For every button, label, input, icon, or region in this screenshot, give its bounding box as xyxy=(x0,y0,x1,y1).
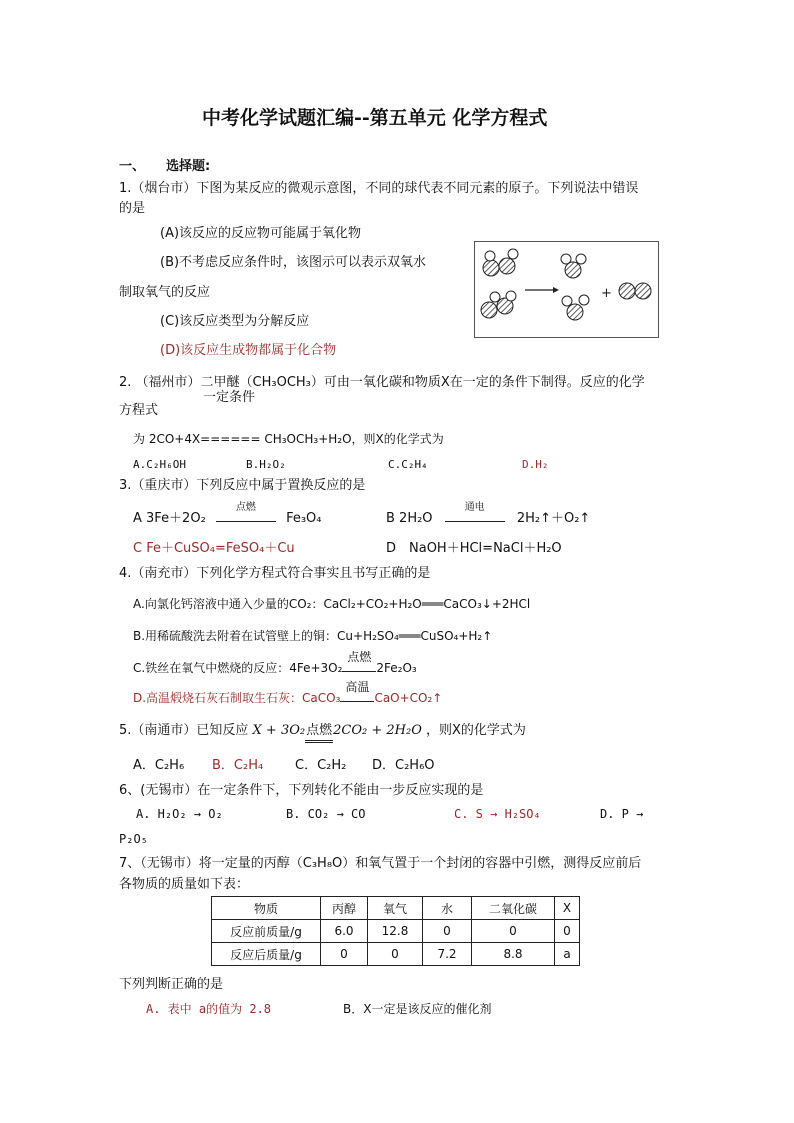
q3-option-b-products: 2H₂↑＋O₂↑ xyxy=(516,511,591,526)
q6-option-c: C. S → H₂SO₄ xyxy=(454,807,541,821)
reactant-molecule xyxy=(483,249,518,276)
q3-stem: 3.（重庆市）下列反应中属于置换反应的是 xyxy=(119,478,366,493)
q4-option-a: A.向氯化钙溶液中通入少量的CO₂：CaCl₂+CO₂+H₂O═══CaCO₃↓+2HCl xyxy=(133,597,531,611)
q4-option-c-reactants: C.铁丝在氧气中燃烧的反应：4Fe+3O₂ xyxy=(133,661,343,675)
q5-stem-suffix: ，则X的化学式为 xyxy=(426,723,526,738)
q5-option-a: A．C₂H₆ xyxy=(133,758,185,773)
q4-option-d xyxy=(133,680,443,707)
q4-option-c-products: 2Fe₂O₃ xyxy=(376,661,417,675)
condition-label: 通电 xyxy=(464,502,485,513)
q4-option-b: B.用稀硫酸洗去附着在试管壁上的铜：Cu+H₂SO₄═══CuSO₄+H₂↑ xyxy=(133,629,493,643)
table-header-cell: 水 xyxy=(423,897,472,920)
product-molecule xyxy=(619,283,651,299)
q3-option-b-reactants: B 2H₂O xyxy=(386,511,433,526)
reaction-condition-arrow xyxy=(305,722,333,743)
q4-option-d-reactants: D.高温煅烧石灰石制取生石灰：CaCO₃ xyxy=(133,691,341,705)
q1-stem: 1.（烟台市）下图为某反应的微观示意图，不同的球代表不同元素的原子。下列说法中错误 xyxy=(119,181,639,196)
section-number: 一、 xyxy=(119,159,146,174)
q4-option-c xyxy=(133,650,417,677)
q1-stem-cont: 的是 xyxy=(119,201,146,216)
q7-option-a: A. 表中 a的值为 2.8 xyxy=(146,1002,272,1016)
table-cell: a xyxy=(555,943,580,966)
table-row xyxy=(212,920,580,943)
q2-option-c: C.C₂H₄ xyxy=(388,458,428,471)
table-cell: 反应后质量/g xyxy=(212,943,321,966)
reaction-condition-arrow xyxy=(342,650,376,672)
q2-stem: 2. （福州市）二甲醚（CH₃OCH₃）可由一氧化碳和物质X在一定的条件下制得。反应的化学 xyxy=(119,375,645,390)
q5-option-c: C．C₂H₂ xyxy=(295,758,347,773)
condition-label: 点燃 xyxy=(235,502,256,513)
table-header-cell: 氧气 xyxy=(368,897,423,920)
q1-option-c: (C)该反应类型为分解反应 xyxy=(160,314,310,329)
q7-stem-cont: 各物质的质量如下表： xyxy=(119,877,250,892)
q1-option-a: (A)该反应的反应物可能属于氧化物 xyxy=(160,226,362,241)
table-cell: 0 xyxy=(423,920,472,943)
q5-equation-products: 2CO₂ + 2H₂O xyxy=(333,723,422,738)
page-title: 中考化学试题汇编--第五单元 化学方程式 xyxy=(202,107,548,129)
table-cell: 7.2 xyxy=(423,943,472,966)
table-header-cell: 物质 xyxy=(212,897,321,920)
table-cell: 0 xyxy=(472,920,555,943)
table-header-cell: 丙醇 xyxy=(321,897,368,920)
q6-stem: 6、(无锡市）在一定条件下，下列转化不能由一步反应实现的是 xyxy=(119,783,484,798)
q5-stem-prefix: 5.（南通市）已知反应 xyxy=(119,723,249,738)
reactant-molecule xyxy=(481,291,516,318)
q3-option-a-reactants: A 3Fe＋2O₂ xyxy=(133,511,206,526)
reaction-condition-arrow xyxy=(216,502,276,522)
q3-option-c: C Fe＋CuSO₄=FeSO₄＋Cu xyxy=(133,541,295,556)
table-row xyxy=(212,943,580,966)
section-label: 选择题: xyxy=(166,159,211,174)
condition-label: 点燃 xyxy=(306,723,333,738)
q6-option-d-cont: P₂O₅ xyxy=(119,832,148,846)
q3-option-b xyxy=(386,502,591,528)
product-molecule xyxy=(562,295,589,320)
q6-option-b: B. CO₂ → CO xyxy=(286,807,366,821)
q7-option-b: B．X一定是该反应的催化剂 xyxy=(343,1002,492,1016)
q6-option-a: A. H₂O₂ → O₂ xyxy=(136,807,223,821)
product-molecule xyxy=(561,254,586,278)
q4-stem: 4.（南充市）下列化学方程式符合事实且书写正确的是 xyxy=(119,566,431,581)
q7-judgement-prompt: 下列判断正确的是 xyxy=(119,977,224,992)
table-header-cell: 二氧化碳 xyxy=(472,897,555,920)
q6-option-d: D. P → xyxy=(600,807,644,821)
condition-label: 点燃 xyxy=(347,650,372,664)
table-cell: 0 xyxy=(368,943,423,966)
table-header-row xyxy=(212,897,580,920)
q4-option-d-products: CaO+CO₂↑ xyxy=(374,691,443,705)
q2-equation: 为 2CO+4X====== CH₃OCH₃+H₂O，则X的化学式为 xyxy=(133,432,444,446)
q2-option-a: A.C₂H₆OH xyxy=(133,458,186,471)
table-cell: 0 xyxy=(555,920,580,943)
q1-option-b-cont: 制取氧气的反应 xyxy=(119,285,211,300)
q5-stem xyxy=(119,722,526,743)
q5-option-d: D．C₂H₆O xyxy=(372,758,435,773)
q5-equation-reactants: X + 3O₂ xyxy=(252,723,306,738)
table-cell: 12.8 xyxy=(368,920,423,943)
q2-condition: 一定条件 xyxy=(203,390,256,405)
q7-stem: 7、（无锡市）将一定量的丙醇（C₃H₈O）和氧气置于一个封闭的容器中引燃，测得反应前后 xyxy=(119,856,642,871)
molecule-diagram-svg xyxy=(475,242,658,337)
q5-equation xyxy=(253,723,426,738)
reaction-micro-diagram xyxy=(474,241,659,338)
q1-option-d: (D)该反应生成物都属于化合物 xyxy=(160,343,337,358)
q3-option-a xyxy=(133,502,322,528)
mass-table xyxy=(211,896,580,966)
q2-option-d: D.H₂ xyxy=(522,458,549,471)
q5-option-b: B．C₂H₄ xyxy=(212,758,264,773)
table-cell: 0 xyxy=(321,943,368,966)
q1-option-b: (B)不考虑反应条件时，该图示可以表示双氧水 xyxy=(160,255,427,270)
reaction-condition-arrow xyxy=(445,502,505,522)
plus-sign: + xyxy=(601,286,612,301)
table-cell: 6.0 xyxy=(321,920,368,943)
q2-option-b: B.H₂O₂ xyxy=(246,458,286,471)
reaction-condition-arrow xyxy=(340,680,374,702)
q3-option-a-products: Fe₃O₄ xyxy=(286,511,322,526)
q2-stem-cont: 方程式 xyxy=(119,403,159,418)
q3-option-d: D NaOH＋HCl=NaCl＋H₂O xyxy=(386,541,562,556)
table-cell: 反应前质量/g xyxy=(212,920,321,943)
table-cell: 8.8 xyxy=(472,943,555,966)
arrow-icon xyxy=(525,287,559,293)
condition-label: 高温 xyxy=(345,680,370,694)
table-header-cell: X xyxy=(555,897,580,920)
